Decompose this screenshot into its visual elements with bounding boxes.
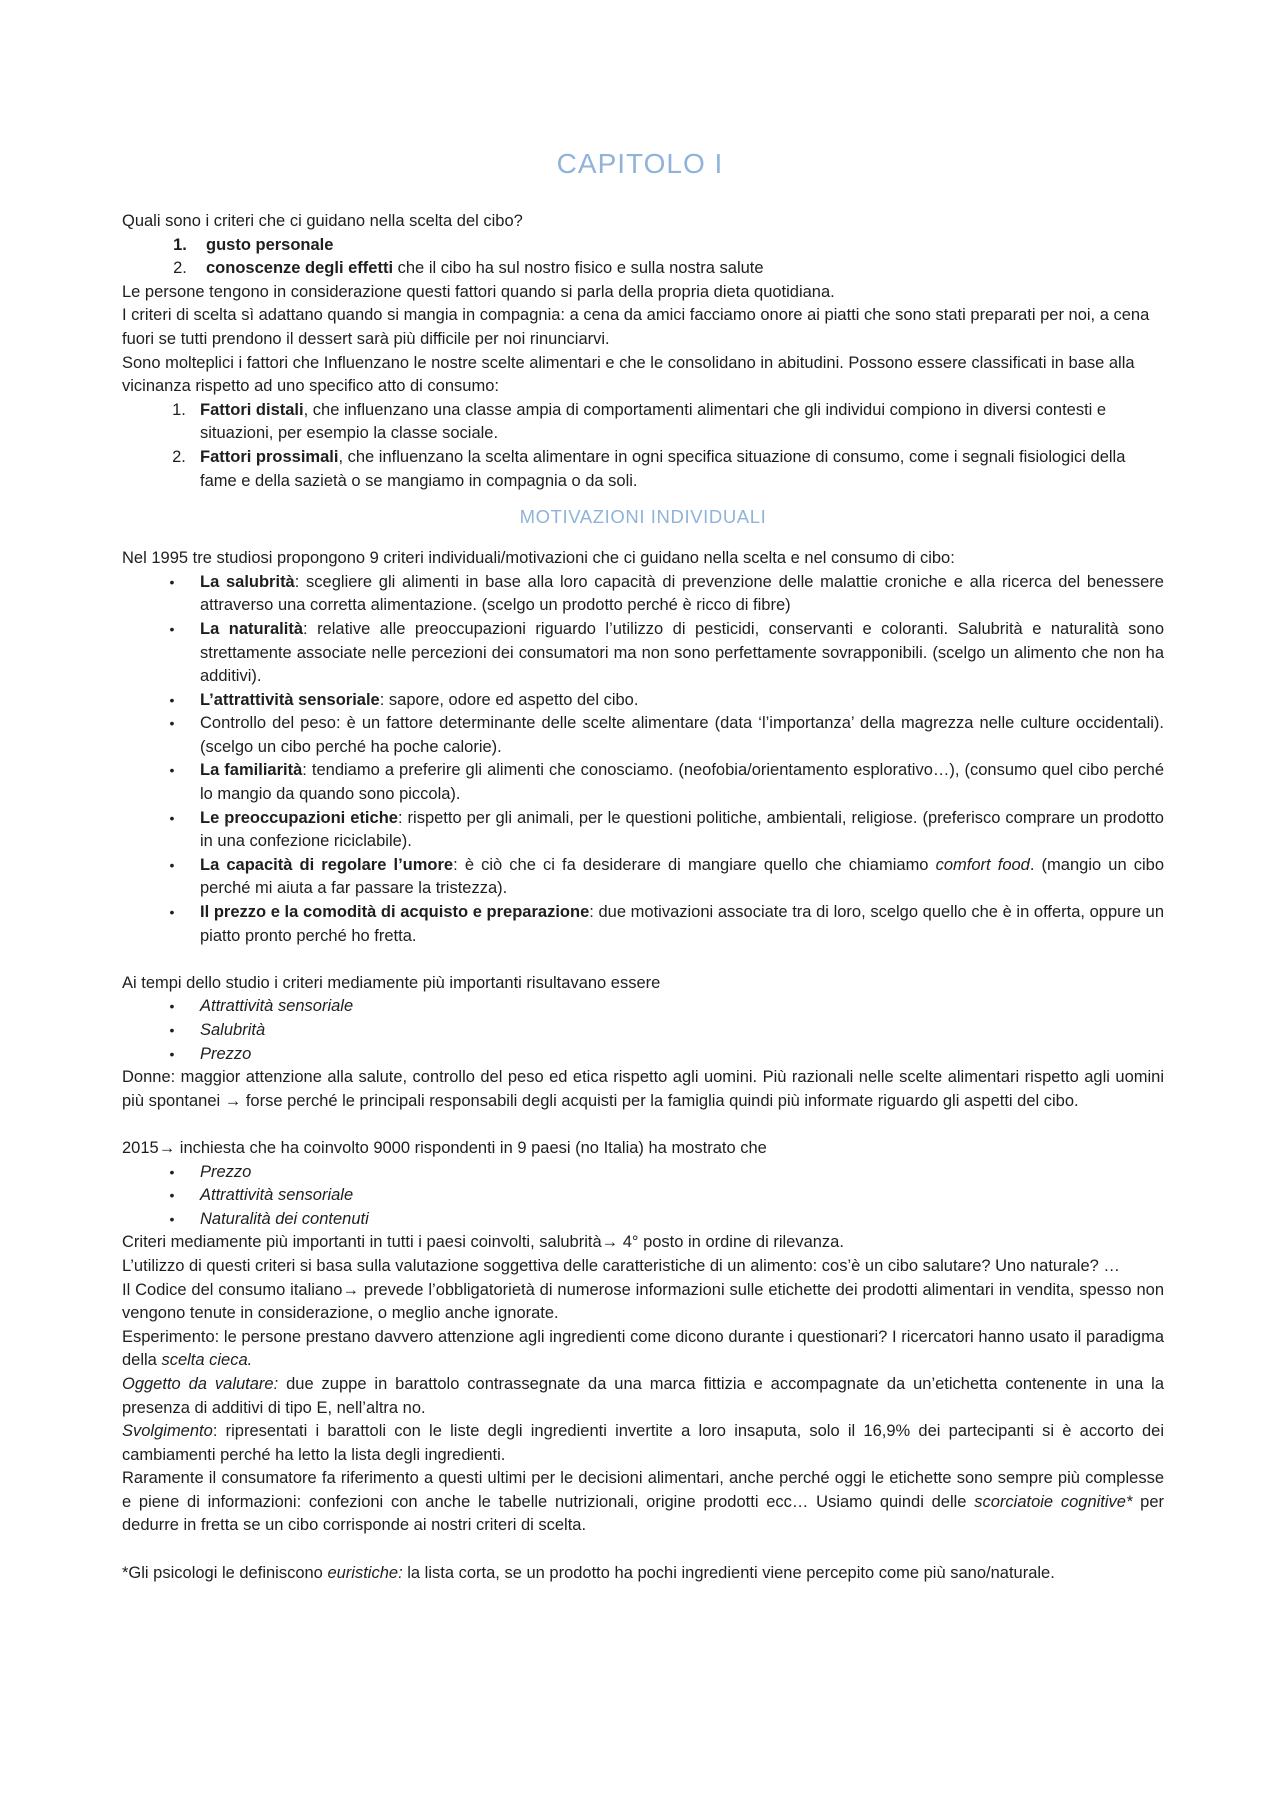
item-text: che il cibo ha sul nostro fisico e sulla nostra salute <box>393 259 764 278</box>
item-bold: Il prezzo e la comodità di acquisto e preparazione <box>200 903 590 922</box>
paragraph: L’utilizzo di questi criteri si basa sulla valutazione soggettiva delle caratteristiche di un alimento: cos’è un cibo salutare? Uno naturale? … <box>122 1256 1120 1275</box>
item-bold: La naturalità <box>200 619 304 638</box>
item-bold: Fattori distali <box>200 400 304 419</box>
list-item <box>122 1161 1164 1185</box>
item-bold: La salubrità <box>200 572 295 591</box>
text-run: : ripresentati i barattoli con le liste degli ingredienti invertite a loro insaputa, solo il 16,9% dei partecipanti si è accorto dei cambiamenti perché ha letto la lista degli ingredienti. <box>122 1422 1164 1464</box>
list-item <box>122 759 1164 806</box>
text-run: *Gli psicologi le definiscono <box>122 1563 328 1582</box>
list-item <box>122 712 1164 759</box>
item-text: : due motivazioni associate tra di loro, scelgo quello che è in offerta, oppure un piatto pronto perché ho fretta. <box>200 903 1165 945</box>
taste-criteria-list <box>122 234 1164 281</box>
paragraph: Nel 1995 tre studiosi propongono 9 criteri individuali/motivazioni che ci guidano nella scelta e nel consumo di cibo: <box>122 549 955 568</box>
paragraph: Criteri mediamente più importanti in tutti i paesi coinvolti, salubrità→ 4° posto in ordine di rilevanza. <box>122 1233 844 1252</box>
list-item <box>122 257 1164 281</box>
paragraph <box>122 1326 1164 1373</box>
list-item <box>122 234 1164 258</box>
text-run: Esperimento: le persone prestano davvero attenzione agli ingredienti come dicono durante i questionari? I ricercatori hanno usato il paradigma della <box>122 1327 1164 1370</box>
item-bold: La familiarità <box>200 761 303 780</box>
text-italic: Oggetto da valutare: <box>122 1374 279 1393</box>
list-item <box>122 1208 1164 1232</box>
item-text: : rispetto per gli animali, per le questioni politiche, ambientali, religiose. (preferisco comprare un prodotto in una confezione riciclabile). <box>200 808 1164 851</box>
bullet: • <box>169 998 175 1015</box>
item-bold: La capacità di regolare l’umore <box>200 855 454 874</box>
text-run: per dedurre in fretta se un cibo corrisponde ai nostri criteri di scelta. <box>122 1492 1164 1535</box>
item-text: : è ciò che ci fa desiderare di mangiare quello che chiamiamo <box>453 855 936 874</box>
chapter-title: CAPITOLO I <box>556 148 724 179</box>
motivations-list <box>122 571 1164 949</box>
bullet: • <box>169 856 175 873</box>
list-item <box>122 399 1164 446</box>
paragraph <box>122 1467 1164 1538</box>
paragraph: I criteri di scelta sì adattano quando si mangia in compagnia: a cena da amici facciamo onore ai piatti che sono stati preparati per noi, a cena fuori se tutti prendono il dessert sarà più difficile per noi rinunciarvi. <box>122 306 1150 348</box>
item-text: : tendiamo a preferire gli alimenti che conosciamo. (neofobia/orientamento esplorativo…), (consumo quel cibo perché lo mangio da quando sono piccola). <box>200 761 1164 804</box>
paragraph: Sono molteplici i fattori che Influenzano le nostre scelte alimentari e che le consolidano in abitudini. Possono essere classificati in base alla vicinanza rispetto ad uno specifico atto di consumo: <box>122 353 1135 396</box>
item-text: : scegliere gli alimenti in base alla loro capacità di prevenzione delle malattie croniche e alla ricerca del benessere attraverso una corretta alimentazione. (scelgo un prodotto perché è ricco di fibre) <box>200 572 1164 615</box>
text-run: la lista corta, se un prodotto ha pochi ingredienti viene percepito come più sano/naturale. <box>402 1563 1055 1582</box>
paragraph: 2015→ inchiesta che ha coinvolto 9000 rispondenti in 9 paesi (no Italia) ha mostrato che <box>122 1138 767 1157</box>
section-heading: MOTIVAZIONI INDIVIDUALI <box>519 506 767 528</box>
text-italic: Svolgimento <box>122 1422 213 1441</box>
list-item <box>122 995 1164 1019</box>
bullet: • <box>169 691 175 708</box>
bullet: • <box>169 904 175 921</box>
bullet: • <box>169 1045 175 1062</box>
text-italic: scelta cieca. <box>161 1351 253 1370</box>
list-number: 1. <box>173 235 187 254</box>
item-italic: Attrattività sensoriale <box>200 997 354 1016</box>
paragraph: Il Codice del consumo italiano→ prevede l’obbligatorietà di numerose informazioni sulle etichette dei prodotti alimentari in vendita, spesso non vengono tenute in considerazione, o meglio anche ignorate. <box>122 1280 1164 1323</box>
paragraph <box>122 1420 1164 1467</box>
document-body <box>122 210 1164 1585</box>
item-bold: L’attrattività sensoriale <box>200 690 380 709</box>
bullet: • <box>169 762 175 779</box>
paragraph: Le persone tengono in considerazione questi fattori quando si parla della propria dieta quotidiana. <box>122 282 835 301</box>
item-tail: . (mangio un cibo perché mi aiuta a far passare la tristezza). <box>200 855 1165 898</box>
bullet: • <box>169 715 175 732</box>
item-text: , che influenzano la scelta alimentare in ogni specifica situazione di consumo, come i segnali fisiologici della fame e della sazietà o se mangiamo in compagnia o da soli. <box>200 447 1126 490</box>
list-number: 2. <box>172 447 186 466</box>
item-italic: Naturalità dei contenuti <box>200 1209 369 1228</box>
paragraph: Ai tempi dello studio i criteri mediamente più importanti risultavano essere <box>122 973 661 992</box>
list-item <box>122 901 1164 948</box>
study1-list <box>122 995 1164 1066</box>
list-number: 2. <box>173 259 187 278</box>
item-text: Controllo del peso: è un fattore determinante delle scelte alimentare (data ‘l’importanza’ della magrezza nelle culture occidentali). (scelgo un cibo perché ha poche calorie). <box>200 714 1164 756</box>
bullet: • <box>169 809 175 826</box>
item-italic: Attrattività sensoriale <box>200 1186 354 1205</box>
paragraph: Donne: maggior attenzione alla salute, controllo del peso ed etica rispetto agli uomini. Più razionali nelle scelte alimentari rispetto agli uomini più spontanei → forse perché le principali responsabili degli acquisti per la famiglia quindi più informate riguardo gli aspetti del cibo. <box>122 1068 1164 1110</box>
item-text: : relative alle preoccupazioni riguardo l’utilizzo di pesticidi, conservanti e coloranti. Salubrità e naturalità sono strettamente associate nelle percezioni dei consumatori ma non sono perfettamente sovrapponibili. (scelgo un alimento che non ha additivi). <box>200 619 1164 686</box>
list-item <box>122 618 1164 689</box>
text-italic: scorciatoie cognitive* <box>974 1492 1133 1511</box>
bullet: • <box>169 620 175 637</box>
text-run: due zuppe in barattolo contrassegnate da una marca fittizia e accompagnate da un’etichetta contenente in una la presenza di additivi di tipo E, nell’altra no. <box>122 1374 1165 1417</box>
list-item <box>122 571 1164 618</box>
paragraph <box>122 1373 1164 1420</box>
item-italic: Salubrità <box>200 1021 266 1039</box>
bullet: • <box>169 1187 175 1204</box>
list-item <box>122 807 1164 854</box>
text-italic: euristiche: <box>327 1563 403 1582</box>
text-run: Raramente il consumatore fa riferimento a questi ultimi per le decisioni alimentari, anche perché oggi le etichette sono sempre più complesse e piene di informazioni: confezioni con anche le tabelle nutrizionali, origine prodotti ecc… Usiamo quindi delle <box>122 1469 1164 1511</box>
footnote <box>122 1562 1164 1586</box>
list-item <box>122 1019 1164 1043</box>
item-text: : sapore, odore ed aspetto del cibo. <box>379 690 639 709</box>
list-number: 1. <box>172 400 186 419</box>
bullet: • <box>169 1022 175 1038</box>
item-italic: comfort food <box>935 855 1030 874</box>
bullet: • <box>169 573 175 590</box>
list-item <box>122 446 1164 493</box>
bullet: • <box>169 1163 175 1180</box>
study2-list <box>122 1161 1164 1232</box>
item-bold: Fattori prossimali <box>200 447 339 466</box>
item-text: , che influenzano una classe ampia di comportamenti alimentari che gli individui compiono in diversi contesti e situazioni, per esempio la classe sociale. <box>200 400 1107 443</box>
intro-question: Quali sono i criteri che ci guidano nella scelta del cibo? <box>122 212 523 230</box>
item-italic: Prezzo <box>200 1044 252 1063</box>
list-item <box>122 854 1164 901</box>
factors-list <box>122 399 1164 493</box>
item-bold: Le preoccupazioni etiche <box>200 808 398 827</box>
item-bold: conoscenze degli effetti <box>206 259 394 278</box>
list-item <box>122 1043 1164 1067</box>
item-bold: gusto personale <box>206 235 334 254</box>
list-item <box>122 689 1164 713</box>
list-item <box>122 1184 1164 1208</box>
item-italic: Prezzo <box>200 1162 252 1181</box>
bullet: • <box>169 1210 175 1227</box>
